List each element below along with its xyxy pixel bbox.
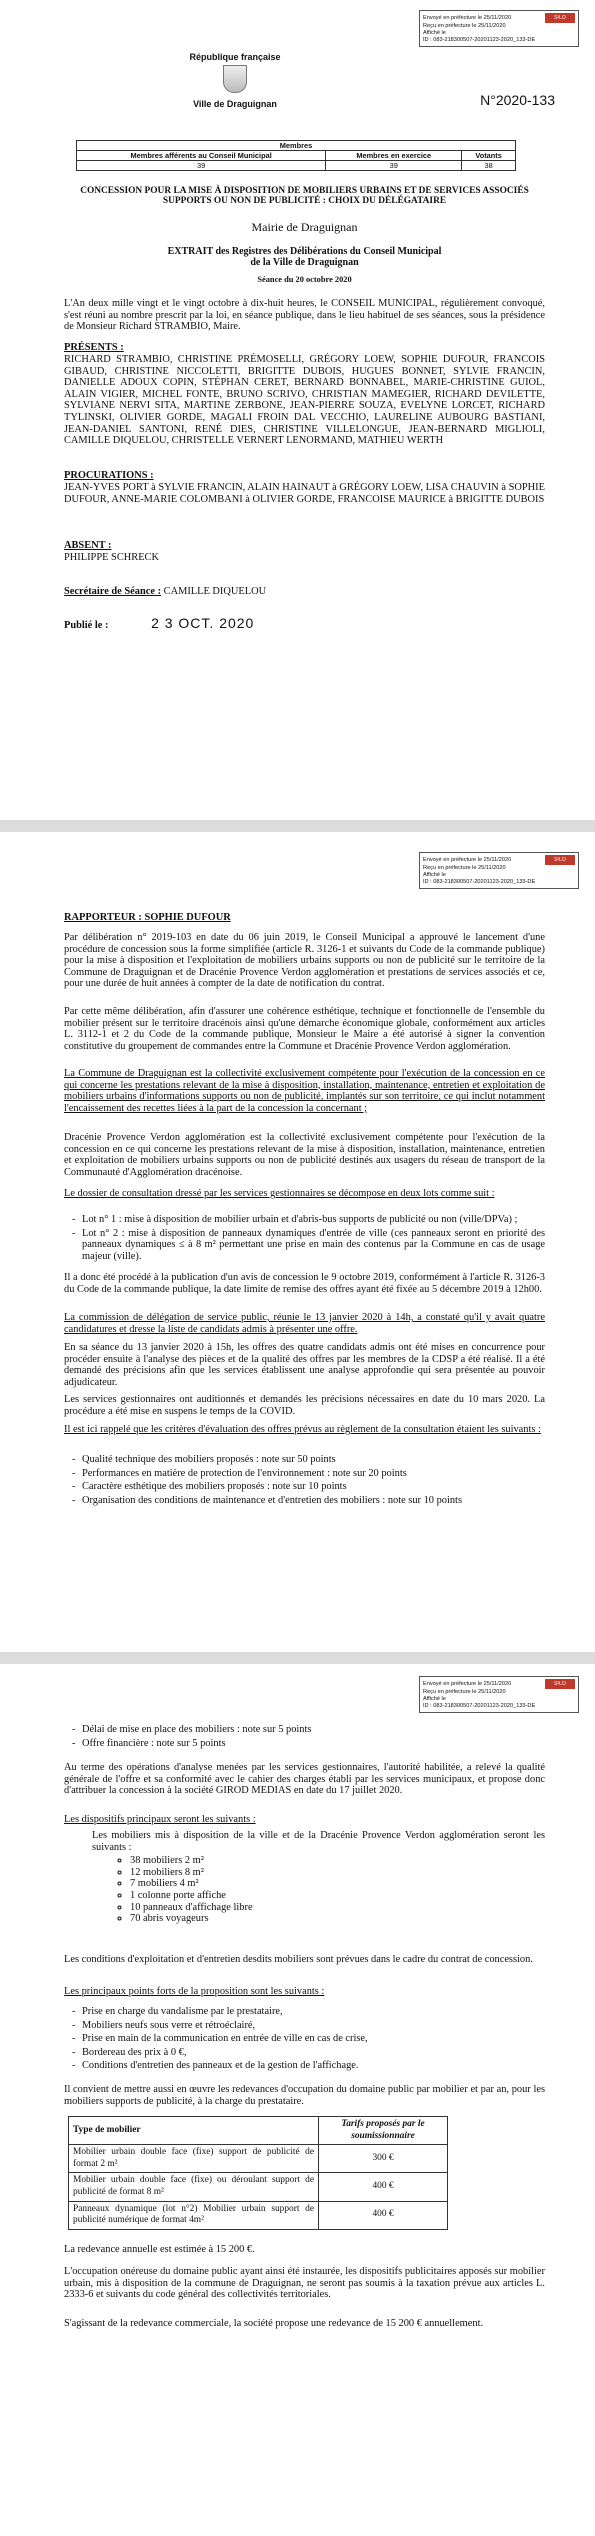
list-item: - Offre financière : note sur 5 points [82, 1738, 545, 1750]
table-cell: 400 € [319, 2201, 448, 2229]
dispositifs-block [64, 1830, 545, 1925]
table-row [69, 2173, 448, 2201]
prefecture-stamp [419, 1676, 579, 1713]
extrait-heading [64, 246, 545, 268]
list-item: ◦ 1 colonne porte affiche [130, 1890, 545, 1902]
members-value: 38 [462, 161, 516, 171]
paragraph: La commission de délégation de service public, réunie le 13 janvier 2020 à 14h, a constaté qu'il y avait quatre candidatures et dresse la liste de candidats admis à présenter une offre. [64, 1312, 545, 1335]
s2lo-logo-icon: S²LO [545, 13, 575, 23]
secretaire-line [64, 586, 545, 598]
secretaire-label: Secrétaire de Séance : [64, 586, 162, 597]
members-value: 39 [326, 161, 462, 171]
paragraph: La Commune de Draguignan est la collectivité exclusivement compétente pour l'exécution de la concession en ce qui concerne les prestations relevant de la mise à disposition, installation, maintenance, entretien et exploitation de mobiliers urbains d'informations supports ou non de publicité, implantés sur son territoire, ce qui inclut notamment l'encaissement des recettes liées à la part de la concession la concernant ; [64, 1068, 545, 1114]
table-cell: Mobilier urbain double face (fixe) ou déroulant support de publicité de format 8 m² [69, 2173, 319, 2201]
page-3 [0, 1664, 595, 2536]
list-item: ◦ 7 mobiliers 4 m² [130, 1878, 545, 1890]
list-item: - Caractère esthétique des mobiliers proposés : note sur 10 points [82, 1481, 545, 1493]
table-cell: 300 € [319, 2145, 448, 2173]
stamp-sent: Envoyé en préfecture le 25/11/2020 [423, 14, 512, 21]
criteria-list-continued [64, 1724, 545, 1751]
rapporteur-heading: RAPPORTEUR : SOPHIE DUFOUR [64, 912, 231, 923]
paragraph: Les principaux points forts de la proposition sont les suivants : [64, 1986, 325, 1997]
paragraph: Il est ici rappelé que les critères d'évaluation des offres prévus au règlement de la consultation étaient les suivants : [64, 1424, 541, 1435]
list-item: - Bordereau des prix à 0 €, [82, 2047, 545, 2059]
paragraph: Au terme des opérations d'analyse menées par les services gestionnaires, l'autorité habilitée, a relevé la qualité générale de l'offre et sa conformité avec le cahier des charges établi par les services municipaux, et propose donc d'attribuer la concession à la société GIROD MEDIAS en date du 17 juillet 2020. [64, 1762, 545, 1797]
members-table [76, 140, 516, 171]
stamp-posted: Affiché le [423, 1696, 446, 1702]
list-item: ◦ 10 panneaux d'affichage libre [130, 1902, 545, 1914]
dispositifs-intro: Les mobiliers mis à disposition de la ville et de la Dracénie Provence Verdon agglomération seront les suivants : [92, 1830, 545, 1853]
lots-list [64, 1212, 545, 1264]
list-item: - Qualité technique des mobiliers proposés : note sur 50 points [82, 1454, 545, 1466]
stamp-id: ID : 083-218300507-20201123-2020_133-DE [423, 37, 536, 43]
city-crest-icon [223, 65, 247, 93]
list-item: - Performances en matière de protection de l'environnement : note sur 20 points [82, 1468, 545, 1480]
paragraph: La redevance annuelle est estimée à 15 200 €. [64, 2244, 255, 2255]
mairie-heading: Mairie de Draguignan [251, 220, 358, 234]
table-cell: 400 € [319, 2173, 448, 2201]
presents-label: PRÉSENTS : [64, 342, 124, 353]
subject-title: CONCESSION POUR LA MISE À DISPOSITION DE MOBILIERS URBAINS ET DE SERVICES ASSOCIÉS SUPPORTS OU NON DE PUBLICITÉ : CHOIX DU DÉLÉGATAIRE [80, 186, 529, 207]
members-header: Membres en exercice [326, 151, 462, 161]
procurations-label: PROCURATIONS : [64, 470, 154, 481]
presents-list: RICHARD STRAMBIO, CHRISTINE PRÉMOSELLI, GRÉGORY LOEW, SOPHIE DUFOUR, FRANCOIS GIBAUD, CHRISTINE NICCOLETTI, BRIGITTE DUBOIS, HUGUES BONNET, SYLVIE FRANCIN, DANIELLE ADOUX COPIN, STÉPHAN CERET, BERNARD BONNABEL, MARIE-CHRISTINE GUIOL, ALAIN VIGIER, MICHEL FONTE, BRUNO SCRIVO, CHRISTIAN MAMEGIER, RICHARD DEVILETTE, SYLVIANE NERVI SITA, MARTINE ZERBONE, JEAN-PIERRE SOUZA, EVELYNE LORCET, RICHARD TYLINSKI, OLIVIER GORDE, MAGALI FROIN DAL VECCHIO, LAURELINE AUBOURG BASTIANI, JEAN-DANIEL SANTONI, RENÉ DIES, CHRISTINE VILLELONGUE, JEAN-BERNARD MIGLIOLI, CAMILLE DIQUELOU, CHRISTELLE VERNERT LENORMAND, MATHIEU WERTH [64, 354, 545, 447]
list-item: ◦ 38 mobiliers 2 m² [130, 1855, 545, 1867]
procurations-list: JEAN-YVES PORT à SYLVIE FRANCIN, ALAIN HAINAUT à GRÉGORY LOEW, LISA CHAUVIN à SOPHIE DUFOUR, ANNE-MARIE COLOMBANI à OLIVIER GORDE, FRANCOISE MAURICE à BRIGITTE DUBOIS [64, 482, 545, 505]
list-item: - Prise en main de la communication en entrée de ville en cas de crise, [82, 2033, 545, 2045]
s2lo-logo-icon: S²LO [545, 855, 575, 865]
paragraph: S'agissant de la redevance commerciale, la société propose une redevance de 15 200 € annuellement. [64, 2318, 484, 2329]
stamp-posted: Affiché le [423, 30, 446, 36]
intro-paragraph: L'An deux mille vingt et le vingt octobre à dix-huit heures, le CONSEIL MUNICIPAL, régulièrement convoqué, s'est réuni au nombre prescrit par la loi, en séance publique, dans le lieu habituel de ses séances, sous la présidence de Monsieur Richard STRAMBIO, Maire. [64, 298, 545, 333]
stamp-sent: Envoyé en préfecture le 25/11/2020 [423, 856, 512, 863]
members-header: Membres afférents au Conseil Municipal [77, 151, 326, 161]
stamp-received: Reçu en préfecture le 25/11/2020 [423, 1689, 506, 1695]
table-row [69, 2145, 448, 2173]
stamp-id: ID : 083-218300507-20201123-2020_133-DE [423, 1703, 536, 1709]
list-item: - Délai de mise en place des mobiliers : note sur 5 points [82, 1724, 545, 1736]
table-cell: Panneaux dynamique (lot n°2) Mobilier urbain support de publicité numérique de format 4m² [69, 2201, 319, 2229]
list-item: - Organisation des conditions de maintenance et d'entretien des mobiliers : note sur 10 points [82, 1495, 545, 1507]
list-item: ◦ 12 mobiliers 8 m² [130, 1867, 545, 1879]
publie-line [64, 615, 545, 632]
tarifs-table [68, 2116, 448, 2230]
deliberation-number: N°2020-133 [480, 92, 555, 108]
page-1 [0, 0, 595, 820]
extrait-line-2: de la Ville de Draguignan [250, 257, 359, 268]
paragraph: L'occupation onéreuse du domaine public ayant ainsi été instaurée, les dispositifs publicitaires apposés sur mobilier urbain, mis à disposition de la commune de Draguignan, ne seront pas soumis à la taxation prévue aux articles L. 2333-6 et suivants du code général des collectivités territoriales. [64, 2266, 545, 2301]
paragraph: Par délibération n° 2019-103 en date du 06 juin 2019, le Conseil Municipal a approuvé le lancement d'une procédure de concession sous la forme simplifiée (article R. 3126-1 et suivants du Code de la commande publique) pour la mise à disposition et l'exploitation de mobiliers urbains supports ou non de publicité sur le territoire de la Commune de Draguignan et de Dracénie Provence Verdon agglomération et prestations de services associés et ce, pour une durée de huit années à compter de la date de notification du contrat. [64, 932, 545, 990]
paragraph: Par cette même délibération, afin d'assurer une cohérence esthétique, technique et fonctionnelle de l'ensemble du mobilier présent sur le territoire dracénois ainsi qu'une démarche économique globale, conformément aux articles L. 3112-1 et 2 du Code de la commande publique, Monsieur le Maire a été autorisé à signer la convention constitutive du groupement de commandes entre la Commune et Dracénie Provence Verdon agglomération. [64, 1006, 545, 1052]
list-item: - Mobiliers neufs sous verre et rétroéclairé, [82, 2020, 545, 2032]
table-header: Type de mobilier [69, 2117, 319, 2145]
s2lo-logo-icon: S²LO [545, 1679, 575, 1689]
prefecture-stamp [419, 10, 579, 47]
city-name: Ville de Draguignan [193, 99, 277, 109]
extrait-line-1: EXTRAIT des Registres des Délibérations du Conseil Municipal [167, 246, 442, 257]
members-value: 39 [77, 161, 326, 171]
list-item: - Conditions d'entretien des panneaux et de la gestion de l'affichage. [82, 2060, 545, 2072]
forts-list [64, 2004, 545, 2074]
paragraph: Les dispositifs principaux seront les suivants : [64, 1814, 256, 1825]
paragraph: Dracénie Provence Verdon agglomération est la collectivité exclusivement compétente pour l'exécution de la concession en ce qui concerne les prestations relevant de la mise à disposition, installation, maintenance, entretien et exploitation de mobiliers urbains supports ou non de publicité destinés aux usagers du réseau de transport de la Communauté d'Agglomération dracénoise. [64, 1132, 545, 1178]
republique-label: République française [189, 52, 281, 62]
table-header: Tarifs proposés par le soumissionnaire [319, 2117, 448, 2145]
secretaire-name: CAMILLE DIQUELOU [163, 586, 267, 597]
stamp-sent: Envoyé en préfecture le 25/11/2020 [423, 1680, 512, 1687]
members-title: Membres [77, 141, 516, 151]
paragraph: En sa séance du 13 janvier 2020 à 15h, les offres des quatre candidats admis ont été mises en concurrence pour procéder ensuite à l'analyse des pièces et de la qualité des offres par les membres de la CDSP a été réalisé. Il a été demandé des précisions afin que les services établissent une analyse approfondie qui sera présentée au pouvoir adjudicateur. [64, 1342, 545, 1388]
stamp-received: Reçu en préfecture le 25/11/2020 [423, 23, 506, 29]
paragraph: Les services gestionnaires ont auditionnés et demandés les précisions nécessaires en date du 10 mars 2020. La procédure a été mise en suspens le temps de la COVID. [64, 1394, 545, 1417]
letterhead [160, 52, 310, 109]
criteria-list [64, 1452, 545, 1508]
stamp-posted: Affiché le [423, 872, 446, 878]
list-item: ◦ 70 abris voyageurs [130, 1913, 545, 1925]
seance-date: Séance du 20 octobre 2020 [257, 275, 352, 284]
table-row [69, 2201, 448, 2229]
tarifs-table-wrap [64, 2116, 545, 2230]
stamp-id: ID : 083-218300507-20201123-2020_133-DE [423, 879, 536, 885]
publie-label: Publié le : [64, 620, 109, 631]
members-header: Votants [462, 151, 516, 161]
list-item: - Lot n° 1 : mise à disposition de mobilier urbain et d'abris-bus supports de publicité ou non (ville/DPVa) ; [82, 1214, 545, 1226]
stamp-received: Reçu en préfecture le 25/11/2020 [423, 865, 506, 871]
page-2 [0, 832, 595, 1652]
absent-label: ABSENT : [64, 540, 112, 551]
paragraph: Il convient de mettre aussi en œuvre les redevances d'occupation du domaine public par mobilier et par an, pour les mobiliers supports de publicité, à la charge du prestataire. [64, 2084, 545, 2107]
paragraph: Les conditions d'exploitation et d'entretien desdits mobiliers sont prévues dans le cadre du contrat de concession. [64, 1954, 533, 1965]
paragraph: Il a donc été procédé à la publication d'un avis de concession le 9 octobre 2019, conformément à l'article R. 3126-3 du Code de la commande publique, la date limite de remise des offres ayant été fixée au 5 décembre 2019 à 12h00. [64, 1272, 545, 1295]
prefecture-stamp [419, 852, 579, 889]
publie-date-stamp: 2 3 OCT. 2020 [151, 615, 255, 631]
paragraph: Le dossier de consultation dressé par les services gestionnaires se décompose en deux lots comme suit : [64, 1188, 495, 1199]
table-cell: Mobilier urbain double face (fixe) support de publicité de format 2 m² [69, 2145, 319, 2173]
list-item: - Lot n° 2 : mise à disposition de panneaux dynamiques d'entrée de ville (ces panneaux seront en priorité des panneaux dynamiques ≤ à 8 m² permettant une prise en main des contenus par la Commune en cas de usage majeur (ville). [82, 1228, 545, 1263]
absent-name: PHILIPPE SCHRECK [64, 552, 159, 563]
list-item: - Prise en charge du vandalisme par le prestataire, [82, 2006, 545, 2018]
